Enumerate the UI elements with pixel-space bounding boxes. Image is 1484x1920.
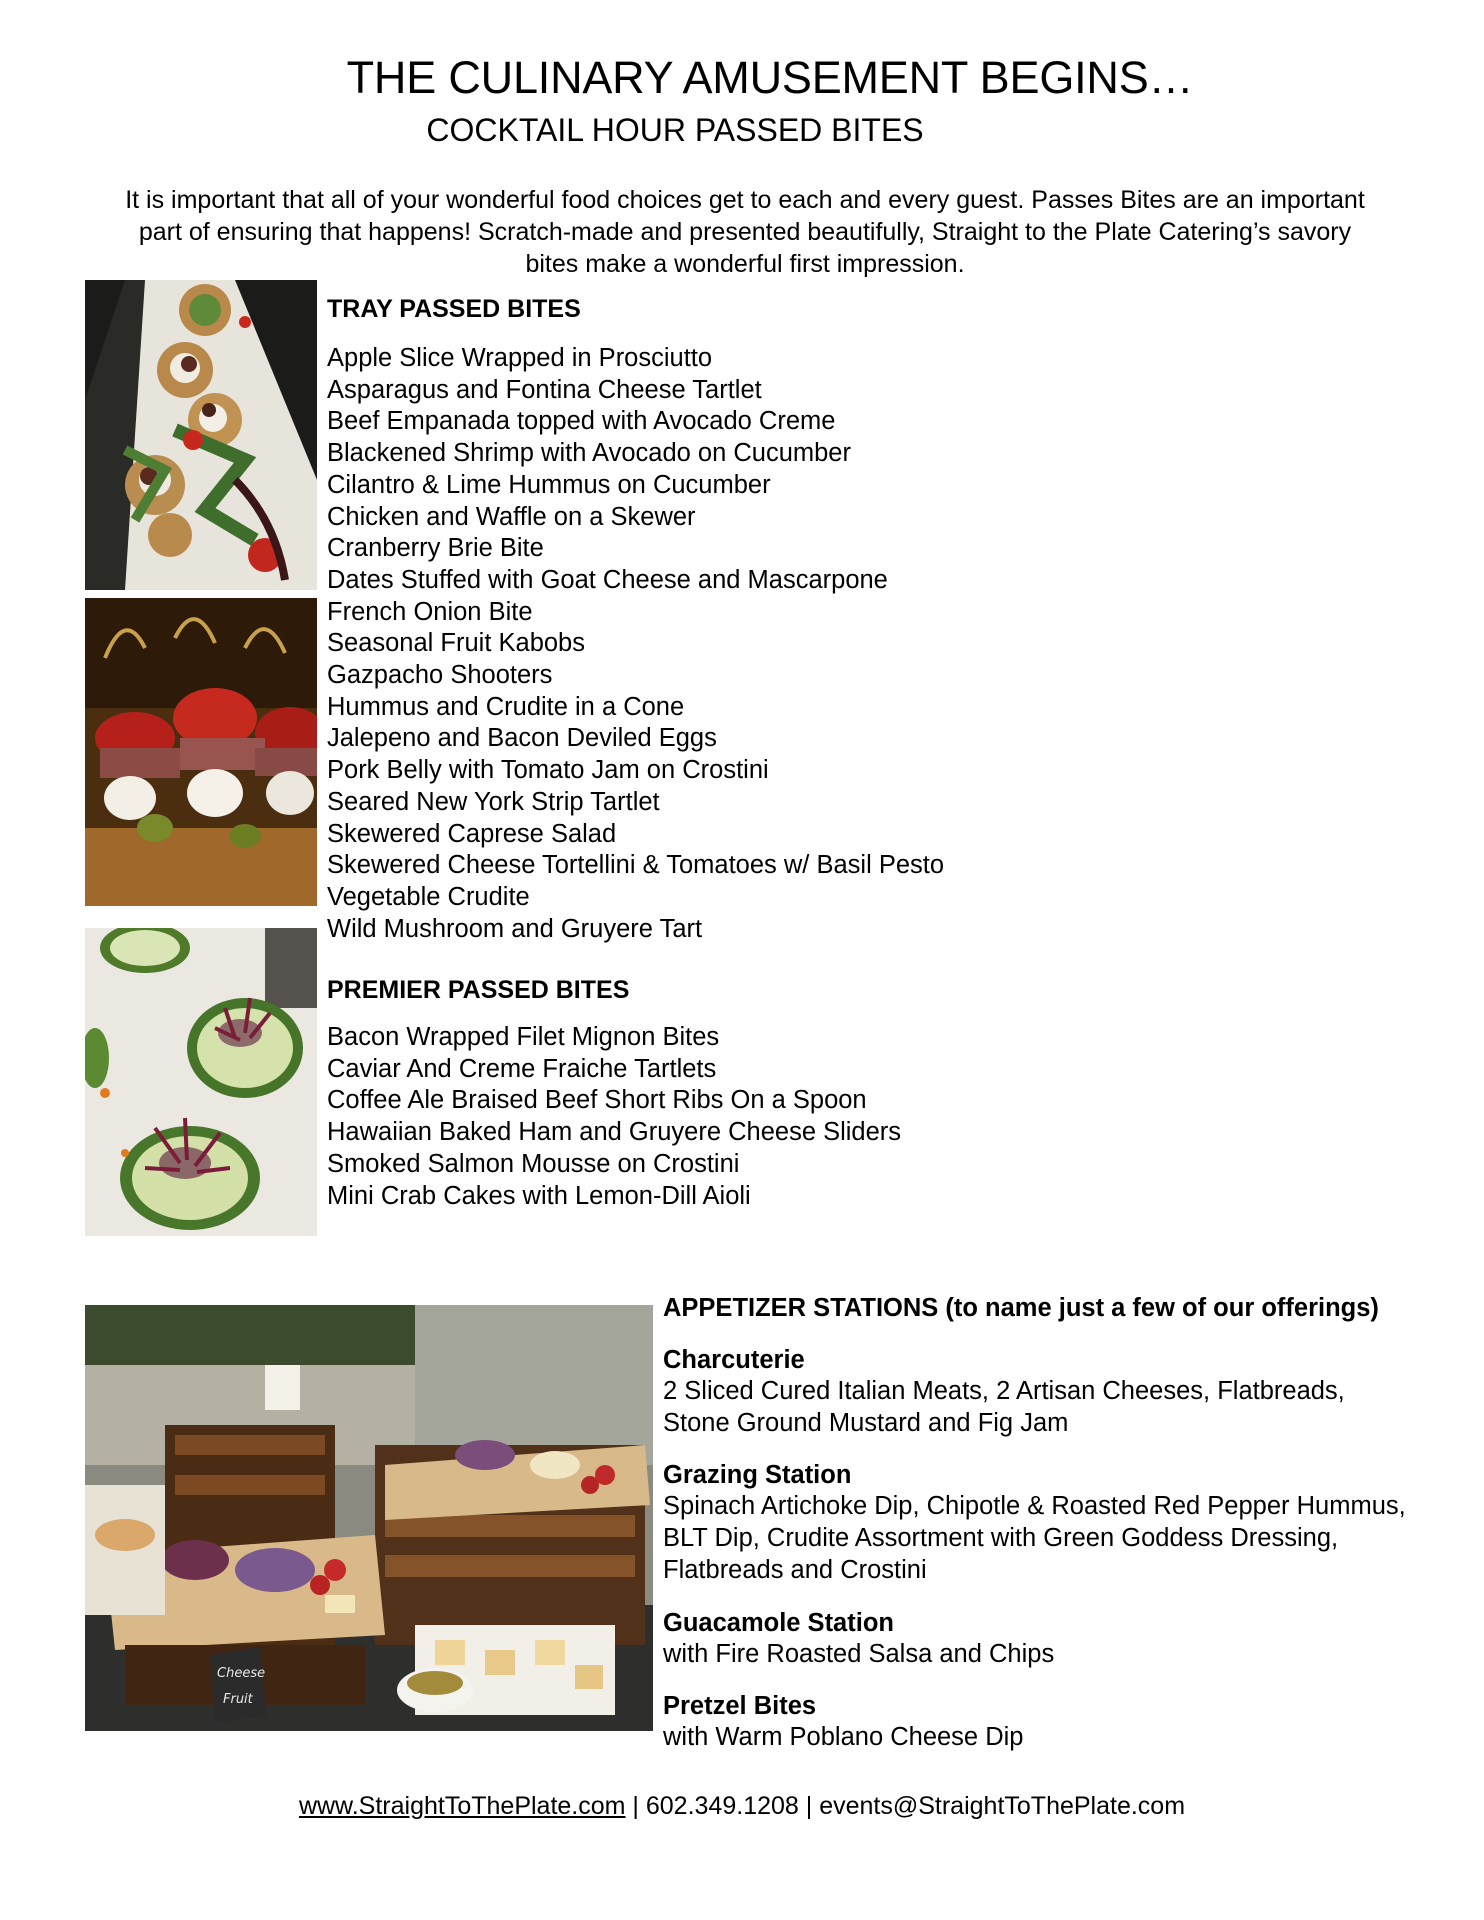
station-desc-line: BLT Dip, Crudite Assortment with Green Goddess Dressing,: [663, 1524, 1339, 1553]
website-link[interactable]: www.StraightToThePlate.com: [298, 1792, 626, 1820]
list-item: Caviar And Creme Fraiche Tartlets: [327, 1054, 717, 1083]
list-item: Seared New York Strip Tartlet: [327, 787, 660, 816]
list-item: Gazpacho Shooters: [327, 661, 553, 690]
email-address: events@StraightToThePlate.com: [819, 1792, 1186, 1820]
station-name: Pretzel Bites: [663, 1692, 817, 1721]
tray-passed-bites-section: [327, 293, 1027, 945]
list-item: French Onion Bite: [327, 597, 533, 626]
list-item: Seasonal Fruit Kabobs: [327, 629, 585, 658]
list-item: Pork Belly with Tomato Jam on Crostini: [327, 756, 769, 785]
list-item: Smoked Salmon Mousse on Crostini: [327, 1149, 740, 1178]
list-item: Cranberry Brie Bite: [327, 534, 544, 563]
tray-heading: TRAY PASSED BITES: [327, 295, 581, 323]
station-desc-line: with Fire Roasted Salsa and Chips: [663, 1639, 1055, 1668]
footer-separator: |: [625, 1792, 646, 1820]
list-item: Coffee Ale Braised Beef Short Ribs On a Spoon: [327, 1086, 867, 1115]
station-desc-line: Spinach Artichoke Dip, Chipotle & Roasted Red Pepper Hummus,: [663, 1492, 1406, 1521]
station-name: Grazing Station: [663, 1461, 852, 1490]
list-item: Vegetable Crudite: [327, 882, 530, 911]
station-pretzel: [663, 1690, 1453, 1754]
list-item: Mini Crab Cakes with Lemon-Dill Aioli: [327, 1181, 751, 1210]
list-item: Asparagus and Fontina Cheese Tartlet: [327, 375, 762, 404]
station-grazing: [663, 1459, 1453, 1586]
station-name: Charcuterie: [663, 1346, 805, 1374]
list-item: Dates Stuffed with Goat Cheese and Mascarpone: [327, 565, 888, 594]
tartlets-tray-photo: [85, 280, 317, 590]
premier-passed-bites-section: [327, 974, 1027, 1212]
station-name: Guacamole Station: [663, 1608, 894, 1637]
appetizer-stations-section: [663, 1292, 1453, 1754]
station-desc-line: Flatbreads and Crostini: [663, 1555, 927, 1584]
page-subtitle: COCKTAIL HOUR PASSED BITES: [426, 112, 924, 148]
page-title: THE CULINARY AMUSEMENT BEGINS…: [346, 52, 1194, 103]
list-item: Jalepeno and Bacon Deviled Eggs: [327, 724, 717, 753]
sign-text-1: Cheese: [217, 1666, 266, 1681]
sign-text-2: Fruit: [223, 1692, 253, 1707]
station-guacamole: [663, 1607, 1453, 1671]
charcuterie-station-photo: [85, 1305, 653, 1731]
list-item: Skewered Cheese Tortellini & Tomatoes w/ Basil Pesto: [327, 851, 945, 880]
station-desc-line: 2 Sliced Cured Italian Meats, 2 Artisan Cheeses, Flatbreads,: [663, 1377, 1345, 1405]
footer-contact: [0, 1792, 1484, 1821]
list-item: Blackened Shrimp with Avocado on Cucumber: [327, 439, 851, 468]
cucumber-bites-photo: [85, 928, 317, 1236]
list-item: Beef Empanada topped with Avocado Creme: [327, 407, 836, 436]
footer-separator: |: [798, 1792, 820, 1820]
caprese-skewers-photo: [85, 598, 317, 906]
station-desc-line: with Warm Poblano Cheese Dip: [663, 1723, 1024, 1752]
stations-heading: APPETIZER STATIONS (to name just a few of our offerings): [663, 1294, 1379, 1322]
chalkboard-sign: [210, 1647, 267, 1723]
phone-number: 602.349.1208: [645, 1792, 799, 1820]
list-item: Bacon Wrapped Filet Mignon Bites: [327, 1023, 720, 1051]
list-item: Apple Slice Wrapped in Prosciutto: [327, 344, 713, 372]
intro-paragraph: It is important that all of your wonderful food choices get to each and every guest. Passes Bites are an important part of ensuring that happens! Scratch-made and presented beautifully, Straight to the Plate Catering’s savory bites make a wonderful first impression.: [125, 186, 1365, 278]
station-desc-line: Stone Ground Mustard and Fig Jam: [663, 1408, 1069, 1437]
list-item: Chicken and Waffle on a Skewer: [327, 502, 696, 531]
tray-items-list: [327, 343, 1027, 945]
premier-items-list: [327, 1022, 1027, 1212]
list-item: Cilantro & Lime Hummus on Cucumber: [327, 470, 771, 499]
list-item: Hawaiian Baked Ham and Gruyere Cheese Sliders: [327, 1118, 902, 1147]
list-item: Skewered Caprese Salad: [327, 819, 617, 848]
list-item: Wild Mushroom and Gruyere Tart: [327, 914, 703, 943]
premier-heading: PREMIER PASSED BITES: [327, 976, 630, 1004]
list-item: Hummus and Crudite in a Cone: [327, 692, 685, 721]
station-charcuterie: [663, 1344, 1453, 1439]
